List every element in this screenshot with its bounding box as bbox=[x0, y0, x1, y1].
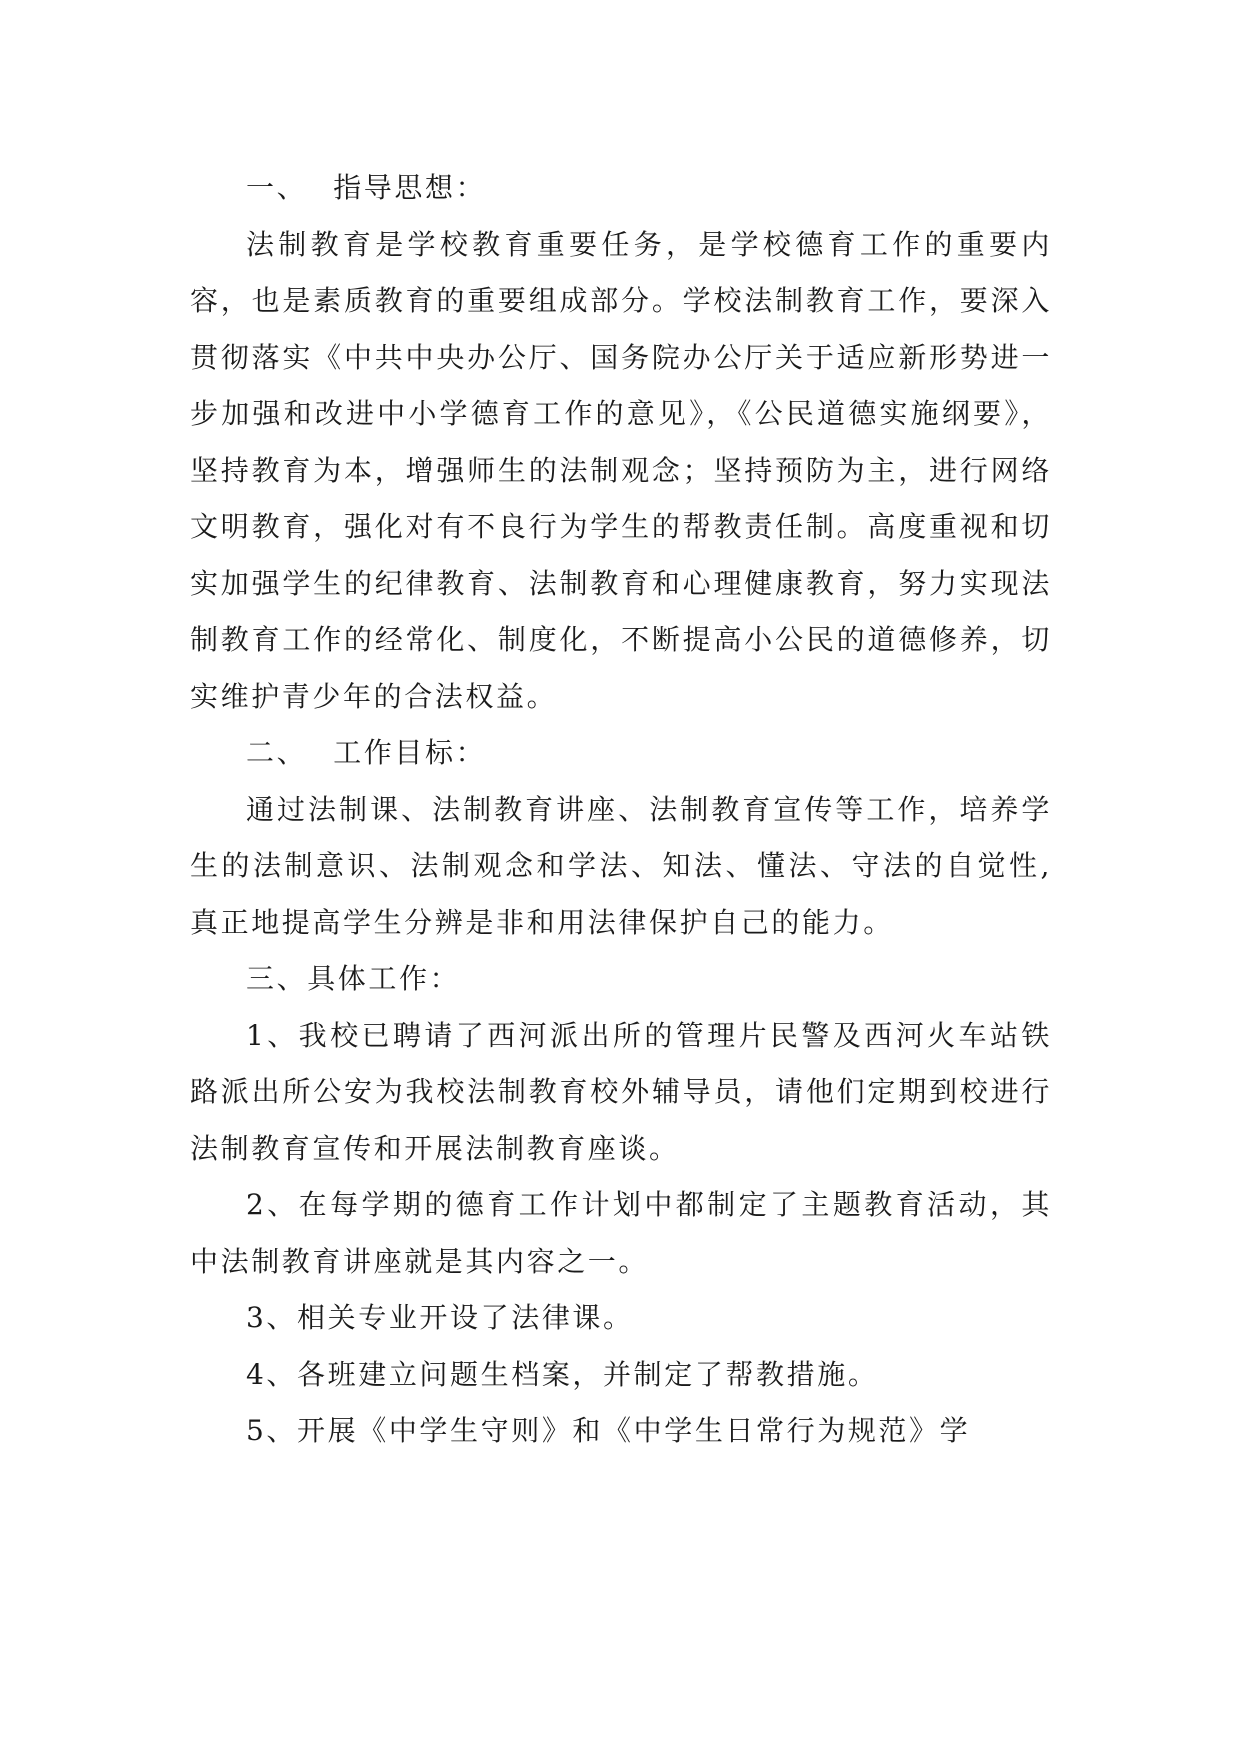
list-item-paragraph: 5、开展《中学生守则》和《中学生日常行为规范》学 bbox=[246, 1414, 971, 1447]
heading-number: 一、 bbox=[246, 171, 308, 204]
section-heading-specific-work bbox=[190, 951, 1052, 1008]
section-heading-guiding-ideology bbox=[190, 160, 1052, 217]
heading-text: 指导思想： bbox=[333, 171, 487, 204]
list-item-paragraph: 2、在每学期的德育工作计划中都制定了主题教育活动，其中法制教育讲座就是其内容之一。 bbox=[190, 1188, 1052, 1278]
section-heading-work-goals bbox=[190, 725, 1052, 782]
list-item-paragraph: 3、相关专业开设了法律课。 bbox=[246, 1301, 634, 1334]
heading-number: 三、 bbox=[246, 962, 308, 995]
document-page bbox=[190, 160, 1052, 1460]
heading-text: 工作目标： bbox=[333, 736, 487, 769]
heading-text: 具体工作： bbox=[307, 962, 461, 995]
list-item-paragraph: 4、各班建立问题生档案，并制定了帮教措施。 bbox=[246, 1357, 879, 1391]
heading-number: 二、 bbox=[246, 736, 308, 769]
paragraph: 法制教育是学校教育重要任务，是学校德育工作的重要内容，也是素质教育的重要组成部分。学校法制教育工作，要深入贯彻落实《中共中央办公厅、国务院办公厅关于适应新形势进一步加强和改进中小学德育工作的意见》，《公民道德实施纲要》，坚持教育为本，增强师生的法制观念；坚持预防为主，进行网络文明教育，强化对有不良行为学生的帮教责任制。高度重视和切实加强学生的纪律教育、法制教育和心理健康教育，努力实现法制教育工作的经常化、制度化，不断提高小公民的道德修养，切实维护青少年的合法权益。 bbox=[190, 227, 1052, 713]
list-item-paragraph: 1、我校已聘请了西河派出所的管理片民警及西河火车站铁路派出所公安为我校法制教育校外辅导员，请他们定期到校进行法制教育宣传和开展法制教育座谈。 bbox=[190, 1018, 1052, 1165]
paragraph: 通过法制课、法制教育讲座、法制教育宣传等工作，培养学生的法制意识、法制观念和学法、知法、懂法、守法的自觉性,真正地提高学生分辨是非和用法律保护自己的能力。 bbox=[190, 792, 1052, 939]
